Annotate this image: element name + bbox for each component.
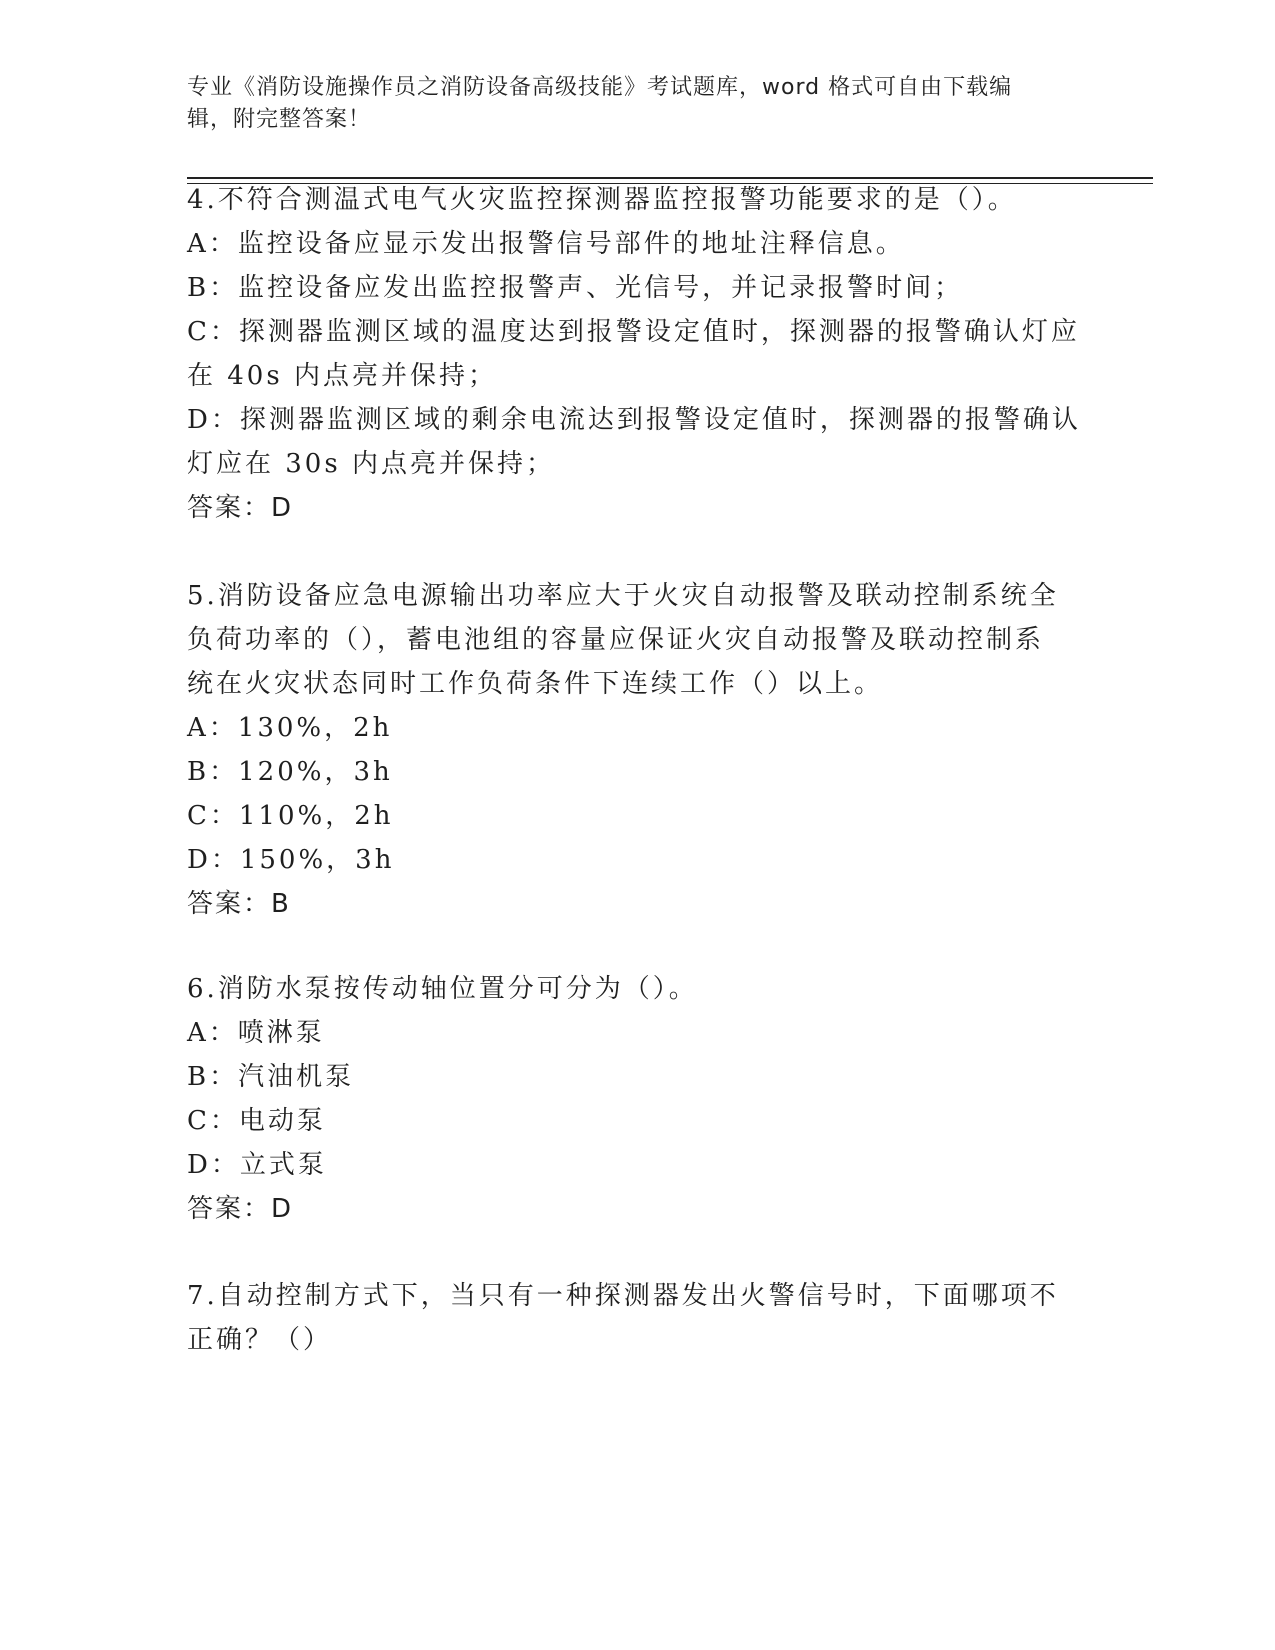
question-6-option-c: C：电动泵 <box>187 1106 326 1136</box>
question-6-answer: 答案：D <box>187 1194 294 1224</box>
question-5-stem-1: 5.消防设备应急电源输出功率应大于火灾自动报警及联动控制系统全 <box>187 581 1059 611</box>
question-4-option-c-cont: 在 40s 内点亮并保持； <box>187 361 497 391</box>
header-divider-thick <box>187 177 1153 179</box>
question-7-stem-1: 7.自动控制方式下，当只有一种探测器发出火警信号时，下面哪项不 <box>187 1281 1059 1311</box>
question-4-option-a: A：监控设备应显示发出报警信号部件的地址注释信息。 <box>187 229 905 259</box>
question-5-option-b: B：120%，3h <box>187 757 393 787</box>
question-5-option-d: D：150%，3h <box>187 845 395 875</box>
question-4-stem: 4.不符合测温式电气火灾监控探测器监控报警功能要求的是（）。 <box>187 185 1017 215</box>
question-7-stem-2: 正确？（） <box>187 1325 333 1355</box>
question-4-option-b: B：监控设备应发出监控报警声、光信号，并记录报警时间； <box>187 273 964 303</box>
question-6-stem: 6.消防水泵按传动轴位置分可分为（）。 <box>187 974 698 1004</box>
question-6-option-a: A：喷淋泵 <box>187 1018 325 1048</box>
question-4-answer: 答案：D <box>187 493 294 523</box>
question-4-option-c: C：探测器监测区域的温度达到报警设定值时，探测器的报警确认灯应 <box>187 317 1080 347</box>
header-line-1: 专业《消防设施操作员之消防设备高级技能》考试题库，word 格式可自由下载编 <box>187 75 1013 100</box>
question-6-option-d: D：立式泵 <box>187 1150 327 1180</box>
question-5-answer: 答案：B <box>187 889 291 919</box>
question-4-option-d-cont: 灯应在 30s 内点亮并保持； <box>187 449 555 479</box>
header-line-2: 辑，附完整答案！ <box>187 107 372 132</box>
question-5-option-c: C：110%，2h <box>187 801 394 831</box>
question-6-option-b: B：汽油机泵 <box>187 1062 355 1092</box>
question-4-option-d: D：探测器监测区域的剩余电流达到报警设定值时，探测器的报警确认 <box>187 405 1081 435</box>
question-5-option-a: A：130%，2h <box>187 713 393 743</box>
question-5-stem-3: 统在火灾状态同时工作负荷条件下连续工作（）以上。 <box>187 669 884 699</box>
document-header <box>187 72 1067 136</box>
question-5-stem-2: 负荷功率的（），蓄电池组的容量应保证火灾自动报警及联动控制系 <box>187 625 1045 655</box>
